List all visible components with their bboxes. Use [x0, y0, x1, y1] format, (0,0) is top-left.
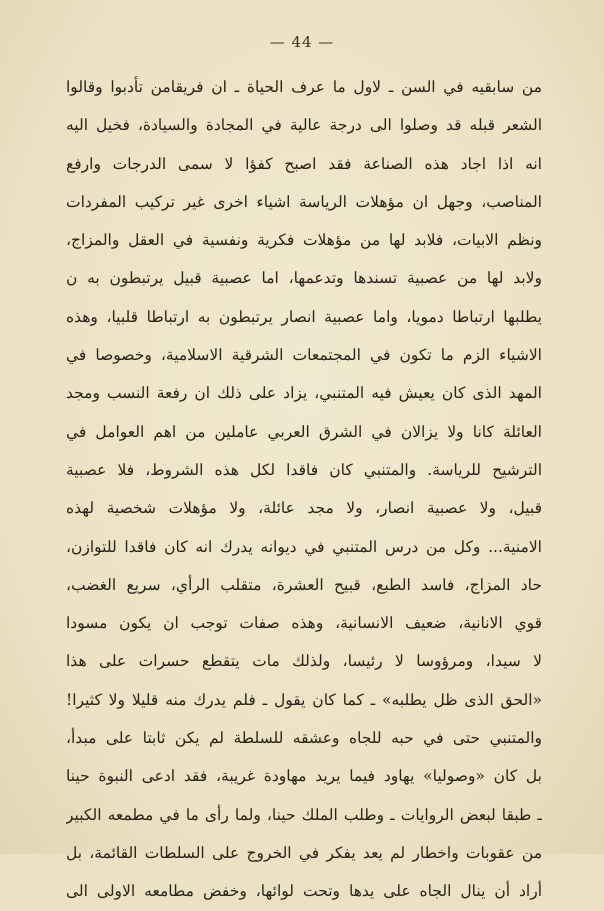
- text-line: بل كان «وصوليا» يهاود فيما يريد مهاودة غريبة، فقد ادعى النبوة حينا: [66, 767, 542, 786]
- text-line: من سابقيه في السن ـ لاول ما عرف الحياة ـ ان فريقامن تأدبوا وقالوا: [66, 78, 542, 96]
- text-line: يطلبها ارتباطا دمويا، واما عصبية انصار يرتبطون به ارتباطا قلبيا، وهذه: [66, 307, 542, 326]
- text-line: لا سيدا، ومرؤوسا لا رئيسا، ولذلك مات يتقطع حسرات على هذا: [66, 652, 542, 671]
- text-line: المناصب، وجهل ان مؤهلات الرياسة اشياء اخرى غير تركيب المفردات: [66, 192, 542, 211]
- text-line: «الحق الذى ظل يطلبه» ـ كما كان يقول ـ فلم يدرك منه قليلا ولا كثيرا!: [66, 690, 542, 709]
- text-line: من عقوبات واخطار لم يعد يفكر في الخروج على السلطات القائمة، بل: [66, 843, 542, 862]
- text-line: قبيل، ولا عصبية انصار، ولا مجد عائلة، ولا مؤهلات شخصية لهذه: [66, 499, 542, 518]
- text-line: الاشياء الزم ما تكون في المجتمعات الشرقية الاسلامية، وخصوصا في: [66, 346, 542, 365]
- text-line: قوي الانانية، ضعيف الانسانية، وهذه صفات توجب ان يكون مسودا: [66, 614, 542, 633]
- text-line: ولابد لها من عصبية تسندها وتدعمها، اما عصبية قبيل يرتبطون به ن: [66, 269, 542, 288]
- text-line: والمتنبي حتى في حبه للجاه وعشقه للسلطة لم يكن ثابتا على مبدأ،: [66, 729, 542, 748]
- page-number: — 44 —: [269, 33, 335, 51]
- text-line: ـ طبقا لبعض الروايات ـ وطلب الملك حينا، ولما رأى ما في مطمعه الكبير: [66, 805, 542, 824]
- text-line: أراد أن ينال الجاه على يدها وتحت لوائها، وخفض مطامعه الاولى الى: [66, 882, 542, 901]
- text-line: حاد المزاج، فاسد الطبع، قبيح العشرة، متقلب الرأي، سريع الغضب،: [66, 575, 542, 594]
- text-line: الترشيح للرياسة. والمتنبي كان فاقدا لكل هذه الشروط، فلا عصبية: [66, 460, 542, 479]
- text-line: انه اذا اجاد هذه الصناعة فقد اصبح كفؤا لا سمى الدرجات وارفع: [66, 154, 542, 173]
- text-line: ونظم الابيات، فلابد لها من مؤهلات فكرية ونفسية في العقل والمزاج،: [66, 231, 542, 250]
- body-text: [66, 68, 542, 911]
- text-line: الشعر قبله قد وصلوا الى درجة عالية في المجادة والسيادة، فخيل اليه: [66, 116, 542, 135]
- text-line: الامنية... وكل من درس المتنبي في ديوانه يدرك انه كان فاقدا للتوازن،: [66, 537, 542, 556]
- text-line: العائلة كانا ولا يزالان في الشرق العربي عاملين من اهم العوامل في: [66, 422, 542, 441]
- text-line: المهد الذى كان يعيش فيه المتنبي، يزاد على ذلك ان رفعة النسب ومجد: [66, 384, 542, 403]
